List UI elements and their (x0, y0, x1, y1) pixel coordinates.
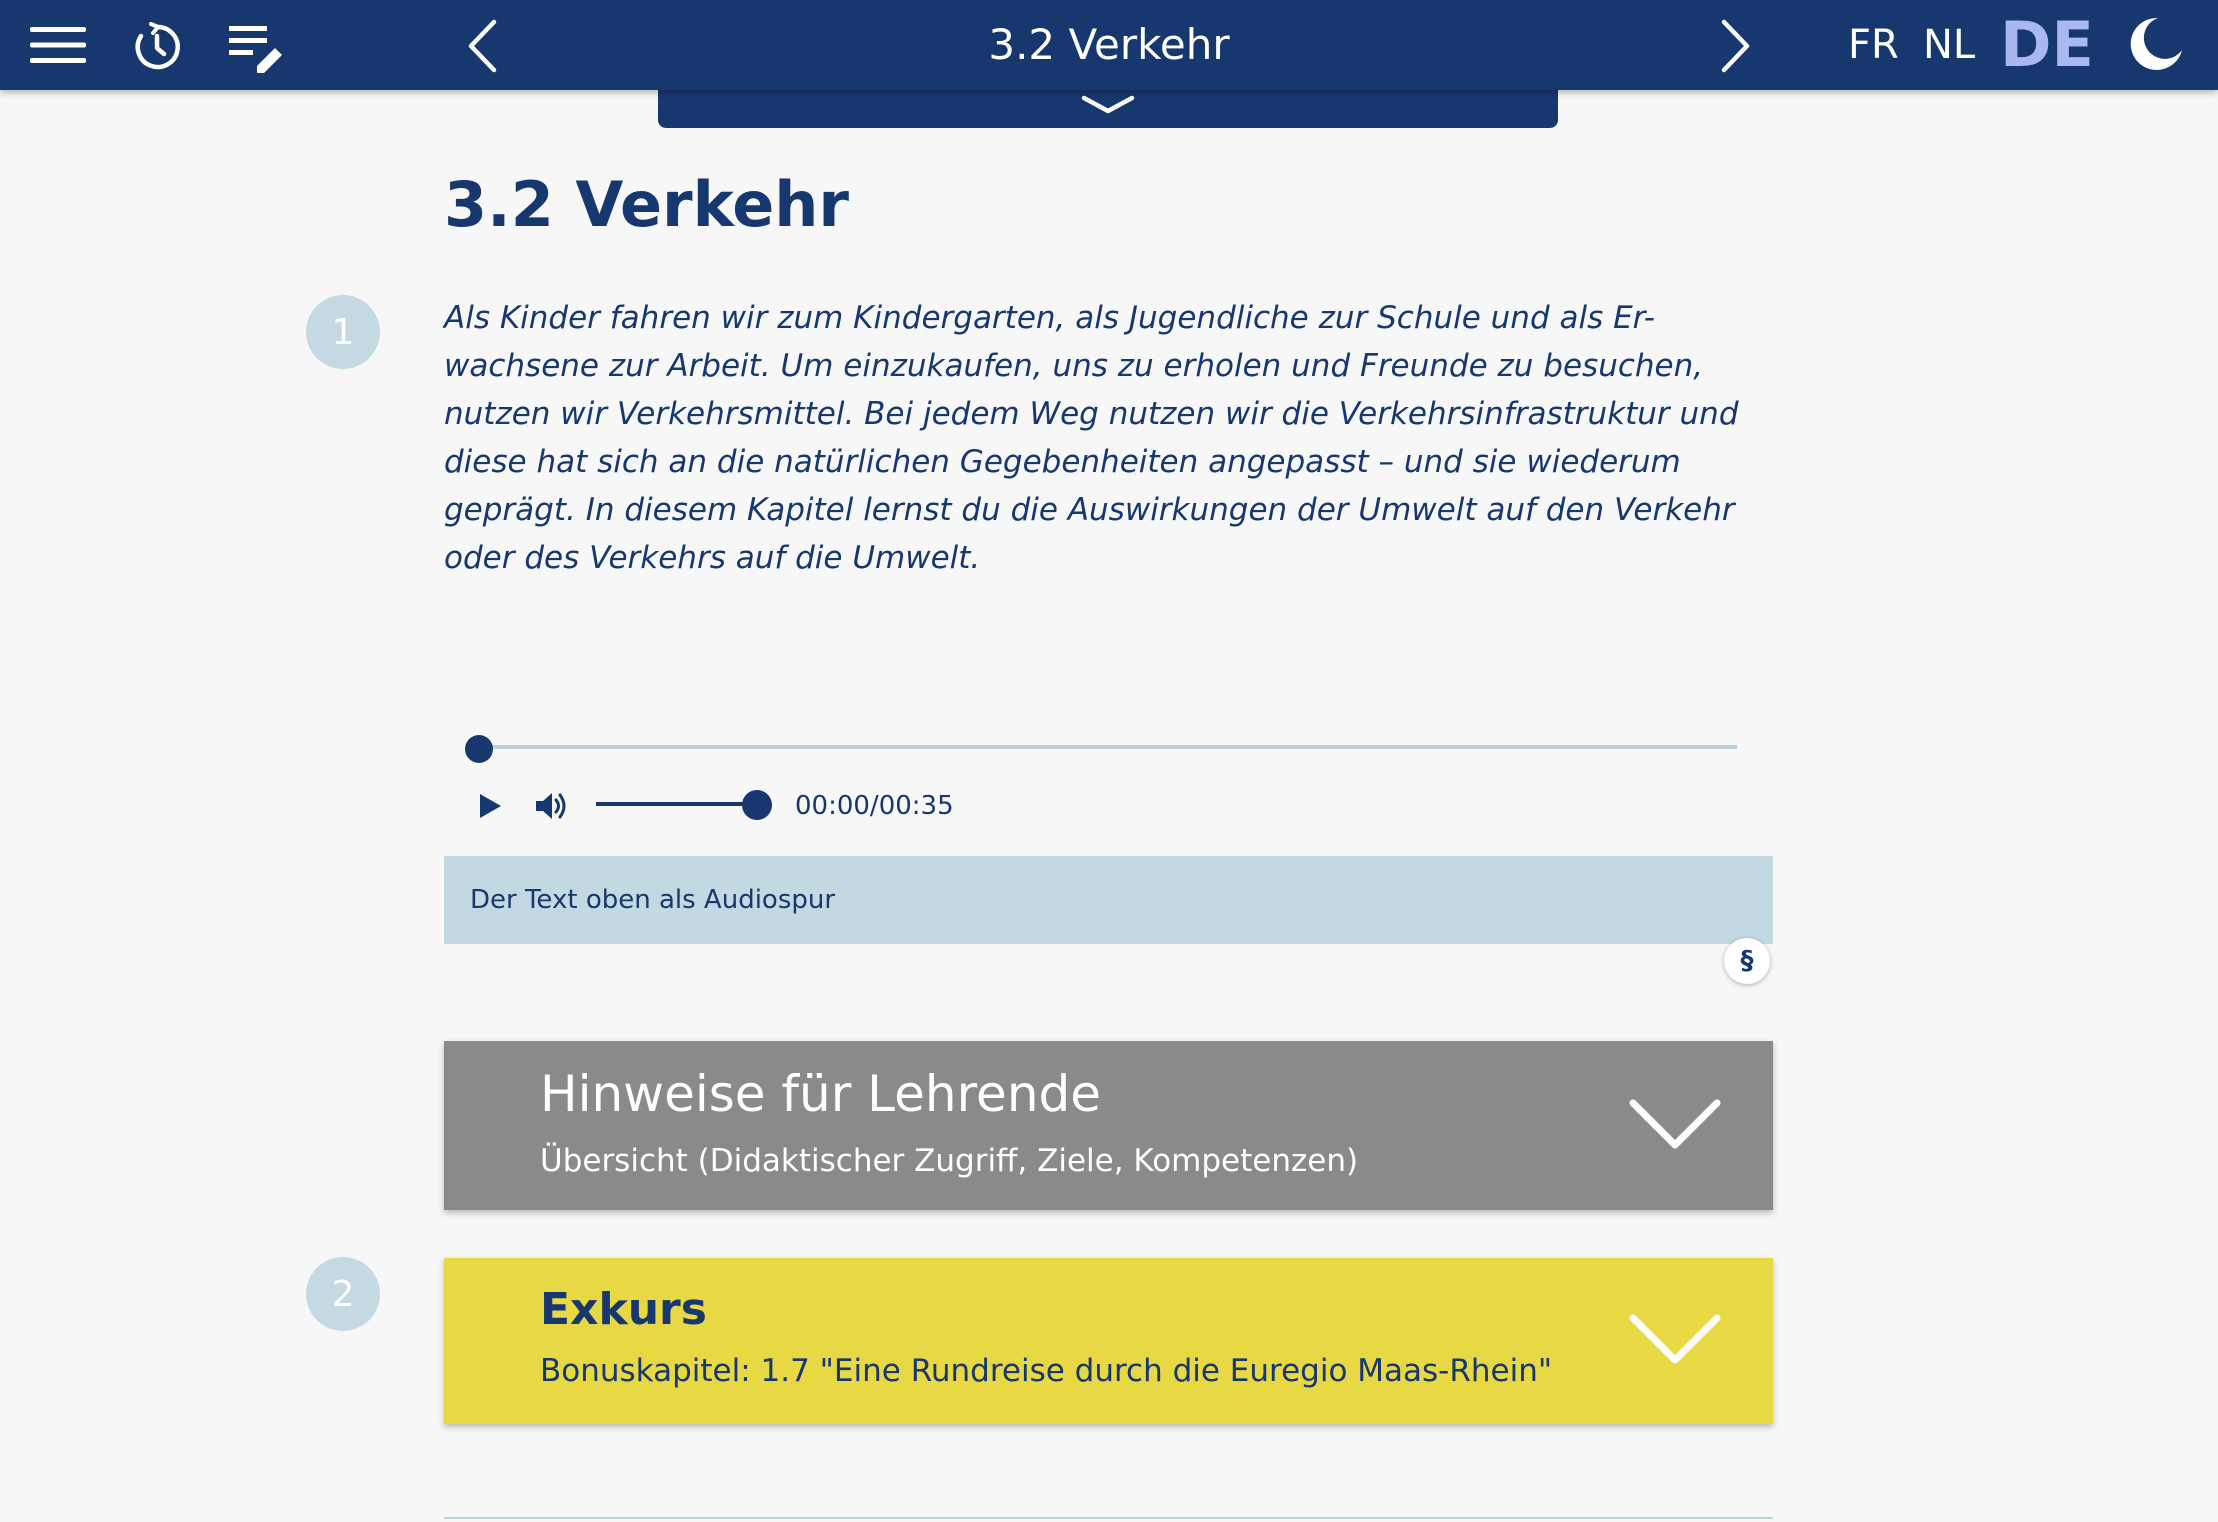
volume-icon (534, 790, 570, 822)
teacher-notes-title: Hinweise für Lehrende (540, 1065, 1102, 1123)
language-fr[interactable]: FR (1848, 22, 1899, 68)
hamburger-menu-icon[interactable] (28, 22, 88, 68)
top-app-bar (0, 0, 2218, 90)
audio-time: 00:00/00:35 (795, 791, 954, 821)
play-icon (477, 792, 503, 820)
audio-progress-track[interactable] (480, 745, 1737, 749)
history-icon[interactable] (130, 22, 184, 72)
volume-slider-track[interactable] (596, 802, 758, 806)
moon-icon[interactable] (2128, 16, 2184, 72)
chevron-down-icon (1629, 1312, 1721, 1368)
next-content-block (444, 1517, 1773, 1522)
paragraph-number-badge: 2 (306, 1257, 380, 1331)
page-title: 3.2 Verkehr (444, 168, 849, 241)
teacher-notes-accordion[interactable] (444, 1041, 1773, 1210)
chevron-down-icon (1629, 1097, 1721, 1153)
exkurs-subtitle: Bonuskapitel: 1.7 "Eine Rundreise durch die Euregio Maas-Rhein" (540, 1353, 1553, 1389)
play-button[interactable] (470, 786, 510, 826)
teacher-notes-subtitle: Übersicht (Didaktischer Zugriff, Ziele, Kompetenzen) (540, 1143, 1359, 1179)
volume-button[interactable] (530, 786, 574, 826)
legal-paragraph-button[interactable]: § (1724, 938, 1770, 984)
volume-slider-knob[interactable] (742, 790, 772, 820)
intro-paragraph: Als Kinder fahren wir zum Kindergarten, als Jugendliche zur Schule und als Er-wachsene zur Arbeit. Um einzukaufen, uns zu erholen und Freunde zu besuchen, nutzen wir Verkehrsmittel. Bei jedem Weg nutzen wir die Verkehrsinfrastruktur und diese hat sich an die natürlichen Gegebenheiten angepasst – und sie wiederum geprägt. In diesem Kapitel lernst du die Auswirkungen der Umwelt auf den Verkehr oder des Verkehrs auf die Umwelt. (444, 300, 1739, 576)
language-nl[interactable]: NL (1923, 22, 1976, 68)
chevron-right-icon[interactable] (1716, 18, 1756, 74)
exkurs-title: Exkurs (540, 1284, 707, 1335)
app-bar-title: 3.2 Verkehr (988, 20, 1230, 69)
exkurs-accordion[interactable] (444, 1258, 1773, 1424)
edit-notes-icon[interactable] (226, 22, 286, 74)
audio-caption: Der Text oben als Audiospur (444, 856, 1773, 944)
language-de[interactable]: DE (2000, 8, 2094, 81)
paragraph-number-badge: 1 (306, 295, 380, 369)
audio-progress-knob[interactable] (465, 735, 493, 763)
chevron-down-icon (1080, 92, 1136, 116)
chevron-left-icon[interactable] (462, 18, 502, 74)
